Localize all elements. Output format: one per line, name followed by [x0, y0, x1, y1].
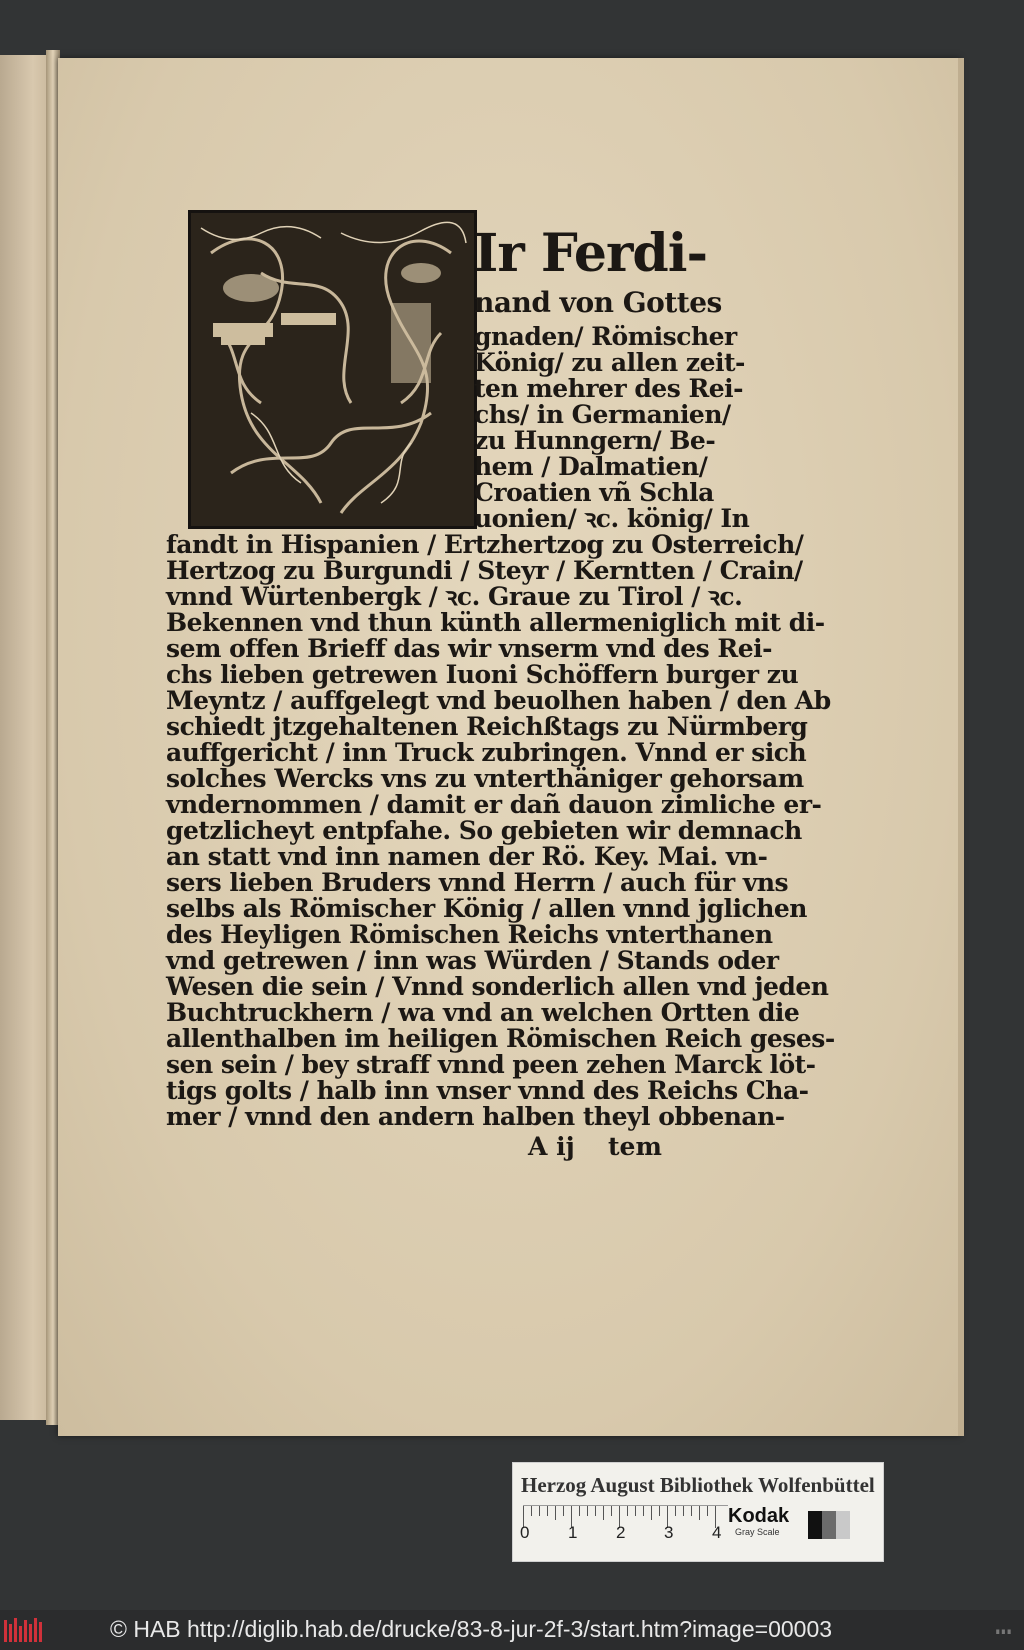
footer-bar [0, 1610, 1024, 1650]
text-line: sers lieben Bruders vnnd Herrn / auch für vns [166, 868, 789, 897]
gray-swatch [836, 1511, 850, 1539]
text-line: Buchtruckhern / wa vnd an welchen Ortten die [166, 998, 800, 1027]
text-line: Meyntz / auffgelegt vnd beuolhen haben / den Ab [166, 686, 831, 715]
text-line: zu Hunngern/ Be- [474, 426, 716, 455]
institution-name: Herzog August Bibliothek Wolfenbüttel [521, 1473, 875, 1497]
catchword: tem [608, 1132, 662, 1161]
text-line: chs/ in Germanien/ [474, 400, 731, 429]
text-line: Wesen die sein / Vnnd sonderlich allen vnd jeden [166, 972, 829, 1001]
text-line: mer / vnnd den andern halben theyl obbenan- [166, 1102, 785, 1131]
ruler-label: 3 [664, 1523, 674, 1542]
ruler-label: 2 [616, 1523, 626, 1542]
text-line: uonien/ ꝛc. könig/ In [474, 504, 750, 533]
color-reference-card [512, 1462, 884, 1562]
text-line: ten mehrer des Rei- [474, 374, 744, 403]
text-line: fandt in Hispanien / Ertzhertzog zu Osterreich/ [166, 530, 804, 559]
text-line: auffgericht / inn Truck zubringen. Vnnd er sich [166, 738, 807, 767]
text-line: Bekennen vnd thun künth allermeniglich mit di- [166, 608, 825, 637]
signature-mark: A ij [528, 1132, 575, 1161]
copyright-url[interactable]: © HAB http://diglib.hab.de/drucke/83-8-jur-2f-3/start.htm?image=00003 [110, 1616, 833, 1642]
text-line: solches Wercks vns zu vnterthäniger gehorsam [166, 764, 804, 793]
hab-logo-icon [2, 1616, 46, 1644]
text-line: des Heyligen Römischen Reichs vnterthanen [166, 920, 773, 949]
footer-mark: ∎∎∎ [994, 1626, 1012, 1636]
grayscale-label: Gray Scale [735, 1527, 780, 1537]
ruler-label: 1 [568, 1523, 578, 1542]
heading-line-1: Ir Ferdi- [474, 223, 708, 284]
text-line: hem / Dalmatien/ [474, 452, 708, 481]
decorated-initial-woodcut [188, 210, 477, 529]
book-page [58, 58, 960, 1436]
text-line: chs lieben getrewen Iuoni Schöffern burger zu [166, 660, 799, 689]
text-line: vnnd Würtenbergk / ꝛc. Graue zu Tirol / ꝛc. [166, 582, 743, 611]
gray-swatch [808, 1511, 822, 1539]
text-line: tigs golts / halb inn vnser vnnd des Reichs Cha- [166, 1076, 809, 1105]
text-line: vndernommen / damit er dañ dauon zimliche er- [166, 790, 822, 819]
text-line: König/ zu allen zeit- [474, 348, 745, 377]
text-line: allenthalben im heiligen Römischen Reich geses- [166, 1024, 835, 1053]
text-line: sen sein / bey straff vnnd peen zehen Marck löt- [166, 1050, 816, 1079]
text-line: selbs als Römischer König / allen vnnd jglichen [166, 894, 807, 923]
text-line: Hertzog zu Burgundi / Steyr / Kerntten / Crain/ [166, 556, 803, 585]
text-line: Croatien vñ Schla [474, 478, 714, 507]
ruler-label: 0 [520, 1523, 530, 1542]
text-line: gnaden/ Römischer [474, 322, 737, 351]
gray-swatch [822, 1511, 836, 1539]
text-line: getzlicheyt entpfahe. So gebieten wir demnach [166, 816, 802, 845]
ruler-label: 4 [712, 1523, 722, 1542]
text-line: vnd getrewen / inn was Würden / Stands oder [166, 946, 779, 975]
measurement-ruler [523, 1505, 728, 1536]
text-line: schiedt jtzgehaltenen Reichßtags zu Nürmberg [166, 712, 808, 741]
heading-line-2: nand von Gottes [474, 286, 722, 319]
kodak-logo: Kodak [728, 1505, 790, 1527]
text-line: an statt vnd inn namen der Rö. Key. Mai. vn- [166, 842, 768, 871]
text-line: sem offen Brieff das wir vnserm vnd des Rei- [166, 634, 772, 663]
